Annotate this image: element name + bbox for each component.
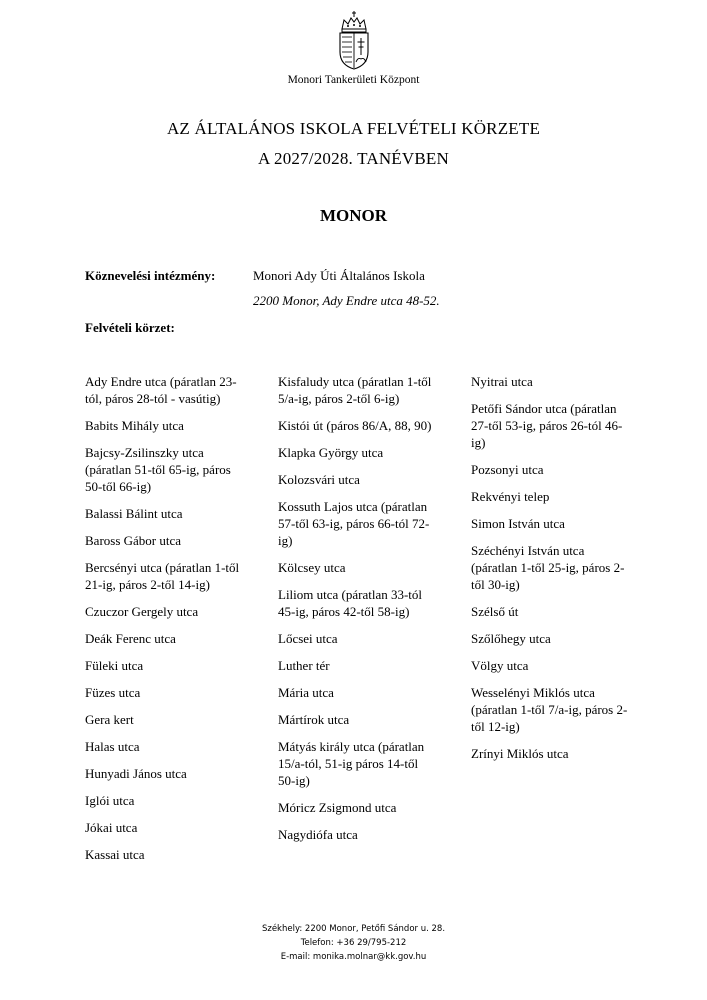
street-item: Iglói utca bbox=[85, 793, 135, 808]
street-item: Baross Gábor utca bbox=[85, 533, 182, 548]
street-item: Füleki utca bbox=[85, 658, 144, 673]
street-item: Gera kert bbox=[85, 712, 134, 727]
district-label: Felvételi körzet: bbox=[85, 320, 175, 335]
street-column-2 bbox=[278, 373, 438, 853]
street-item: Kassai utca bbox=[85, 847, 145, 862]
street-item: Lőcsei utca bbox=[278, 631, 338, 646]
street-item: Mártírok utca bbox=[278, 712, 350, 727]
street-item: Luther tér bbox=[278, 658, 330, 673]
street-item: Klapka György utca bbox=[278, 445, 384, 460]
street-item: Deák Ferenc utca bbox=[85, 631, 176, 646]
street-item: Kistói út (páros 86/A, 88, 90) bbox=[278, 418, 432, 433]
street-item: Pozsonyi utca bbox=[471, 462, 544, 477]
coat-of-arms-icon bbox=[336, 10, 372, 70]
street-item: Mátyás király utca (páratlan 15/a-tól, 51-ig páros 14-től 50-ig) bbox=[278, 739, 425, 788]
document-subtitle: A 2027/2028. TANÉVBEN bbox=[258, 149, 449, 168]
street-item: Petőfi Sándor utca (páratlan 27-től 53-ig, páros 26-tól 46-ig) bbox=[471, 401, 623, 450]
street-item: Balassi Bálint utca bbox=[85, 506, 183, 521]
street-item: Rekvényi telep bbox=[471, 489, 550, 504]
street-item: Szőlőhegy utca bbox=[471, 631, 551, 646]
street-item: Ady Endre utca (páratlan 23-tól, páros 28-tól - vasútig) bbox=[85, 374, 237, 406]
footer-email: E-mail: monika.molnar@kk.gov.hu bbox=[280, 952, 427, 962]
street-item: Bercsényi utca (páratlan 1-től 21-ig, páros 2-től 14-ig) bbox=[85, 560, 240, 592]
street-item: Halas utca bbox=[85, 739, 140, 754]
street-item: Móricz Zsigmond utca bbox=[278, 800, 397, 815]
street-item: Liliom utca (páratlan 33-tól 45-ig, páros 42-től 58-ig) bbox=[278, 587, 423, 619]
street-item: Széchényi István utca (páratlan 1-től 25-ig, páros 2-től 30-ig) bbox=[471, 543, 625, 592]
street-item: Kolozsvári utca bbox=[278, 472, 360, 487]
street-item: Simon István utca bbox=[471, 516, 565, 531]
street-item: Zrínyi Miklós utca bbox=[471, 746, 569, 761]
street-item: Kisfaludy utca (páratlan 1-től 5/a-ig, páros 2-től 6-ig) bbox=[278, 374, 432, 406]
street-item: Jókai utca bbox=[85, 820, 138, 835]
street-item: Czuczor Gergely utca bbox=[85, 604, 199, 619]
organization-name: Monori Tankerületi Központ bbox=[287, 74, 420, 86]
street-column-1 bbox=[85, 373, 250, 873]
street-column-3 bbox=[471, 373, 631, 772]
street-item: Nyitrai utca bbox=[471, 374, 533, 389]
street-item: Füzes utca bbox=[85, 685, 141, 700]
footer-seat: Székhely: 2200 Monor, Petőfi Sándor u. 28. bbox=[261, 924, 446, 934]
street-item: Wesselényi Miklós utca (páratlan 1-től 7/a-ig, páros 2-től 12-ig) bbox=[471, 685, 628, 734]
institution-name: Monori Ady Úti Általános Iskola bbox=[253, 268, 425, 283]
city-heading: MONOR bbox=[319, 206, 388, 225]
street-item: Szélső út bbox=[471, 604, 519, 619]
street-item: Kölcsey utca bbox=[278, 560, 346, 575]
street-item: Völgy utca bbox=[471, 658, 529, 673]
street-item: Babits Mihály utca bbox=[85, 418, 184, 433]
institution-address: 2200 Monor, Ady Endre utca 48-52. bbox=[253, 293, 440, 308]
institution-label: Köznevelési intézmény: bbox=[85, 268, 216, 283]
street-item: Kossuth Lajos utca (páratlan 57-től 63-ig, páros 66-tól 72-ig) bbox=[278, 499, 430, 548]
footer-phone: Telefon: +36 29/795-212 bbox=[300, 938, 407, 948]
street-item: Nagydiófa utca bbox=[278, 827, 358, 842]
street-item: Bajcsy-Zsilinszky utca (páratlan 51-től 65-ig, páros 50-től 66-ig) bbox=[85, 445, 231, 494]
document-title: AZ ÁLTALÁNOS ISKOLA FELVÉTELI KÖRZETE bbox=[166, 119, 541, 138]
street-item: Hunyadi János utca bbox=[85, 766, 187, 781]
footer bbox=[0, 922, 707, 964]
street-item: Mária utca bbox=[278, 685, 334, 700]
